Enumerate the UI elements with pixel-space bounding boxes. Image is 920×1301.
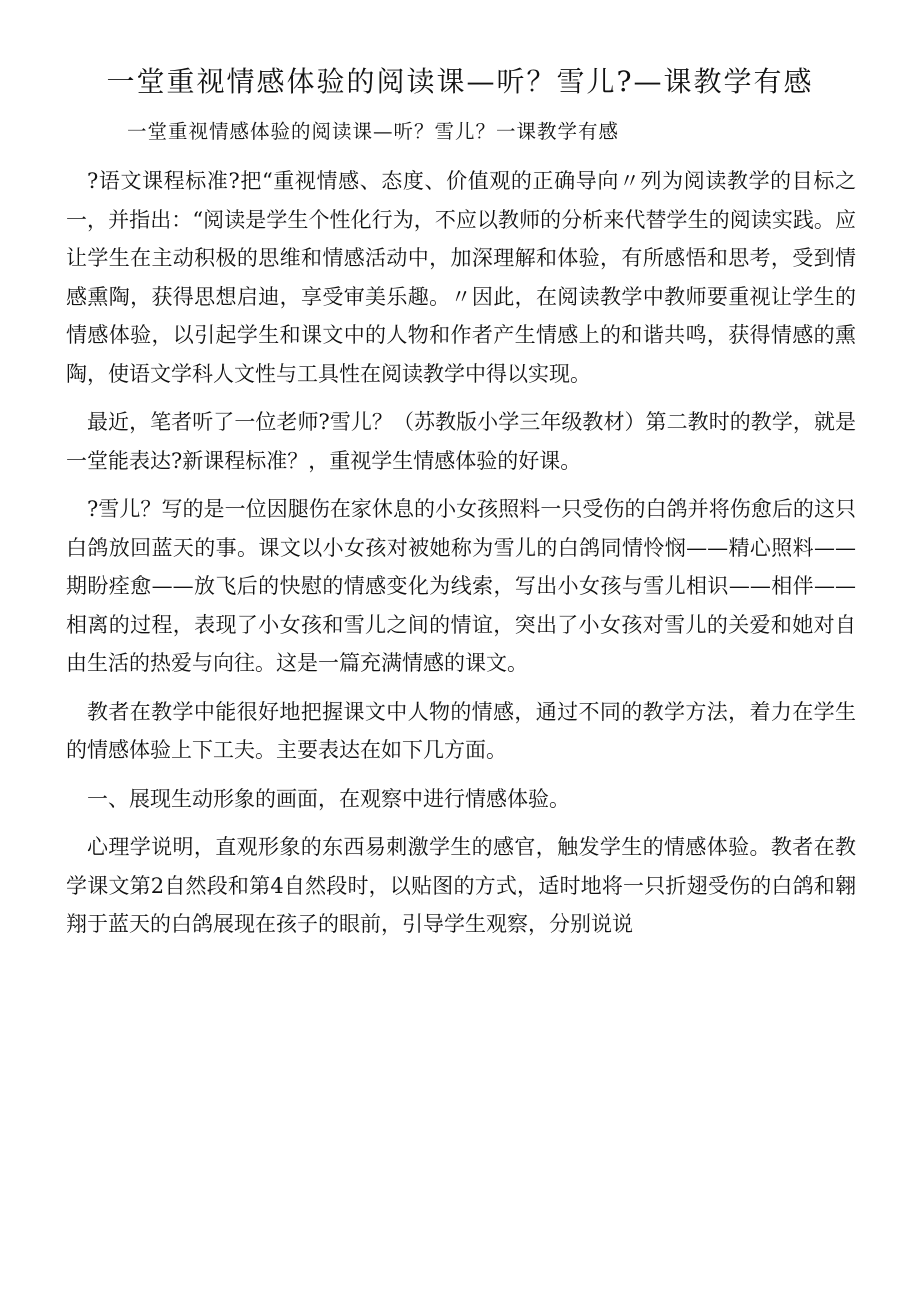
paragraph-5: 心理学说明，直观形象的东西易刺激学生的感官，触发学生的情感体验。教者在教学课文第2自然段和第4自然段时，以贴图的方式，适时地将一只折翅受伤的白鸽和翱翔于蓝天的白鸽展现在孩子的眼前，引导学生观察，分别说说: [66, 835, 856, 936]
section-heading-1: 一、展现生动形象的画面，在观察中进行情感体验。: [87, 786, 570, 811]
document-subtitle: 一堂重视情感体验的阅读课—听？雪儿？一课教学有感: [127, 120, 620, 143]
document-title: 一堂重视情感体验的阅读课—听？雪儿?—课教学有感: [106, 65, 814, 98]
paragraph-2: 最近，笔者听了一位老师?雪儿？（苏教版小学三年级教材）第二教时的教学，就是一堂能表达?新课程标准？，重视学生情感体验的好课。: [66, 410, 856, 473]
paragraph-1: ?语文课程标准?把“重视情感、态度、价值观的正确导向〃列为阅读教学的目标之一，并指出：“阅读是学生个性化行为，不应以教师的分析来代替学生的阅读实践。应让学生在主动积极的思维和情感活动中，加深理解和体验，有所感悟和思考，受到情感熏陶，获得思想启迪，享受审美乐趣。〃因此，在阅读教学中教师要重视让学生的情感体验，以引起学生和课文中的人物和作者产生情感上的和谐共鸣，获得情感的熏陶，使语文学科人文性与工具性在阅读教学中得以实现。: [66, 169, 856, 386]
document-body: [66, 162, 856, 954]
paragraph-3: ?雪儿？写的是一位因腿伤在家休息的小女孩照料一只受伤的白鸽并将伤愈后的这只白鸽放回蓝天的事。课文以小女孩对被她称为雪儿的白鸽同情怜悯——精心照料——期盼痊愈——放飞后的快慰的情感变化为线索，写出小女孩与雪儿相识——相伴——相离的过程，表现了小女孩和雪儿之间的情谊，突出了小女孩对雪儿的关爱和她对自由生活的热爱与向往。这是一篇充满情感的课文。: [66, 497, 856, 675]
paragraph-4: 教者在教学中能很好地把握课文中人物的情感，通过不同的教学方法，着力在学生的情感体验上下工夫。主要表达在如下几方面。: [66, 699, 856, 762]
